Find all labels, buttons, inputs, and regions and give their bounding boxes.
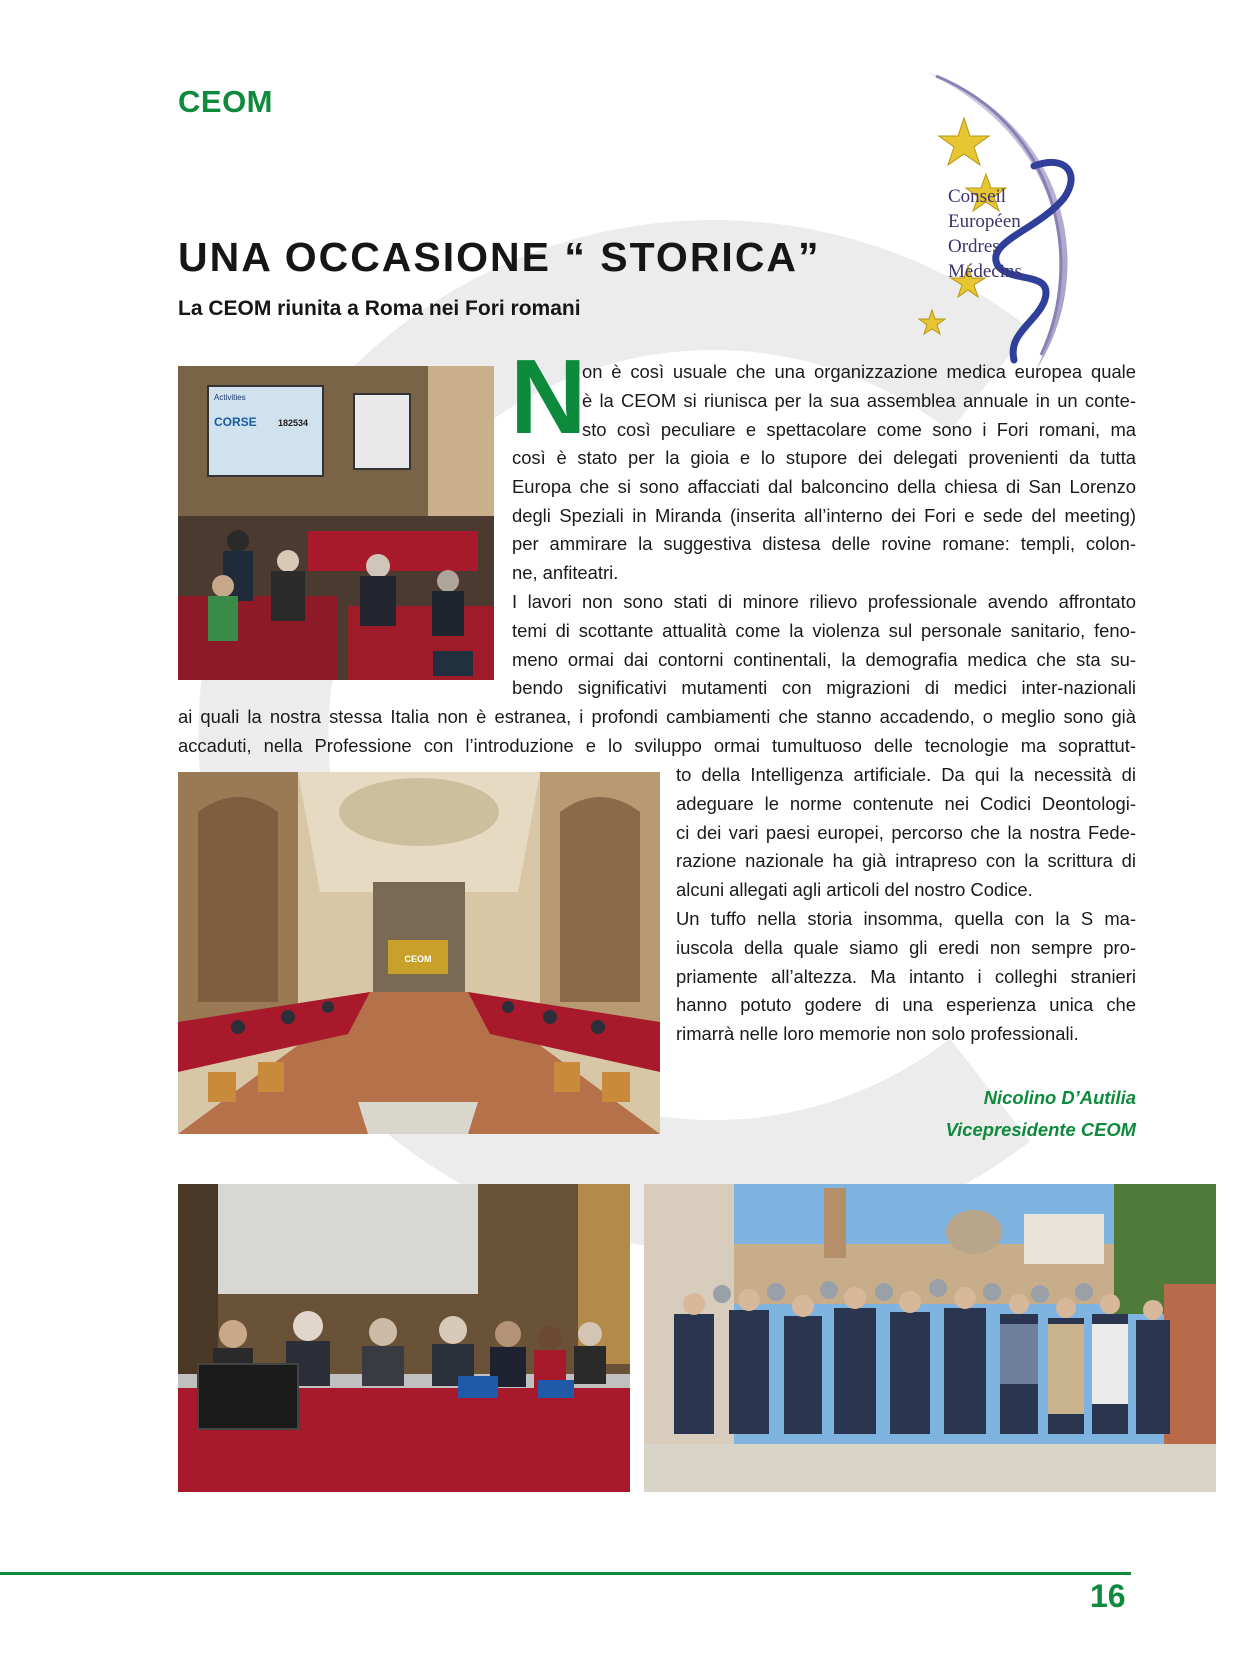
photo-church-interior <box>178 772 660 1134</box>
photo-meeting-room <box>178 366 494 680</box>
photo-group-forum <box>644 1184 1216 1492</box>
text-line: bendo significativi mutamenti con migrazioni di medici inter-nazionali <box>512 677 1136 699</box>
text-line: priamente all’altezza. Ma intanto i colleghi stranieri <box>676 965 1136 987</box>
text-line: è la CEOM si riunisca per la sua assemblea annuale in un conte- <box>582 389 1136 411</box>
author-role: Vicepresidente CEOM <box>945 1119 1136 1140</box>
text-line: accaduti, nella Professione con l’introduzione e lo sviluppo ormai tumultuoso delle tecnologie ma soprattut- <box>178 734 1136 756</box>
text-line: iuscola della quale siamo gli eredi non sempre pro- <box>676 936 1136 958</box>
text-line: degli Speziali in Miranda (inserita all’interno dei Fori e sede del meeting) <box>512 504 1136 526</box>
text-line: alcuni allegati agli articoli del nostro Codice. <box>676 879 1033 901</box>
screen-brand: CORSE <box>214 415 257 429</box>
text-line: razione nazionale ha già intrapreso con la scrittura di <box>676 850 1136 872</box>
screen-heading: Activities <box>214 393 246 402</box>
text-line: I lavori non sono stati di minore rilievo professionale avendo affrontato <box>512 590 1136 612</box>
text-line: temi di scottante attualità come la violenza sul personale sanitario, feno- <box>512 619 1136 641</box>
author-name: Nicolino D’Autilia <box>983 1087 1136 1108</box>
text-line: Europa che si sono affacciati dal balconcino della chiesa di San Lorenzo <box>512 475 1136 497</box>
text-line: to della Intelligenza artificiale. Da qui la necessità di <box>676 764 1136 785</box>
photo-speakers-table <box>178 1184 630 1492</box>
text-line: on è così usuale che una organizzazione medica europea quale <box>582 361 1136 382</box>
article-subtitle: La CEOM riunita a Roma nei Fori romani <box>178 297 581 320</box>
footer-rule <box>0 1572 1131 1575</box>
text-line: così è stato per la gioia e lo stupore dei delegati provenienti da tutta <box>512 447 1136 468</box>
author-signature <box>776 1082 1136 1146</box>
page-number: 16 <box>1090 1578 1126 1614</box>
paragraph-block-4 <box>676 761 1136 1049</box>
stage-screen-label: CEOM <box>404 954 432 964</box>
drop-cap: N <box>510 338 587 456</box>
logo-wordmark <box>948 184 1022 284</box>
logo-line: Européen <box>948 211 1021 232</box>
article-title: UNA OCCASIONE “ STORICA” <box>178 234 821 280</box>
text-line: sto così peculiare e spettacolare come sono i Fori romani, ma <box>582 418 1136 440</box>
section-label: CEOM <box>178 84 273 119</box>
text-line: ci dei vari paesi europei, percorso che la nostra Fede- <box>676 821 1136 843</box>
text-line: per ammirare la suggestiva distesa delle rovine romane: templi, colon- <box>512 533 1136 555</box>
text-line: Un tuffo nella storia insomma, quella con la S ma- <box>676 907 1136 929</box>
paragraph-block-3 <box>178 703 1136 761</box>
logo-line: Conseil <box>948 186 1007 207</box>
paragraph-block-2 <box>512 444 1136 703</box>
text-line: hanno potuto godere di una esperienza unica che <box>676 994 1136 1016</box>
paragraph-block-1 <box>582 358 1136 444</box>
text-line: adeguare le norme contenute nei Codici Deontologi- <box>676 792 1136 814</box>
text-line: ai quali la nostra stessa Italia non è estranea, i profondi cambiamenti che stanno accadendo, o meglio sono già <box>178 706 1136 727</box>
text-line: ne, anfiteatri. <box>512 562 619 584</box>
screen-number: 182534 <box>278 418 309 428</box>
text-line: rimarrà nelle loro memorie non solo professionali. <box>676 1023 1079 1045</box>
text-line: meno ormai dai contorni continentali, la demografia medica che sta su- <box>512 648 1136 670</box>
logo-line: Médecins <box>948 261 1022 282</box>
logo-line: Ordres <box>948 236 1000 257</box>
